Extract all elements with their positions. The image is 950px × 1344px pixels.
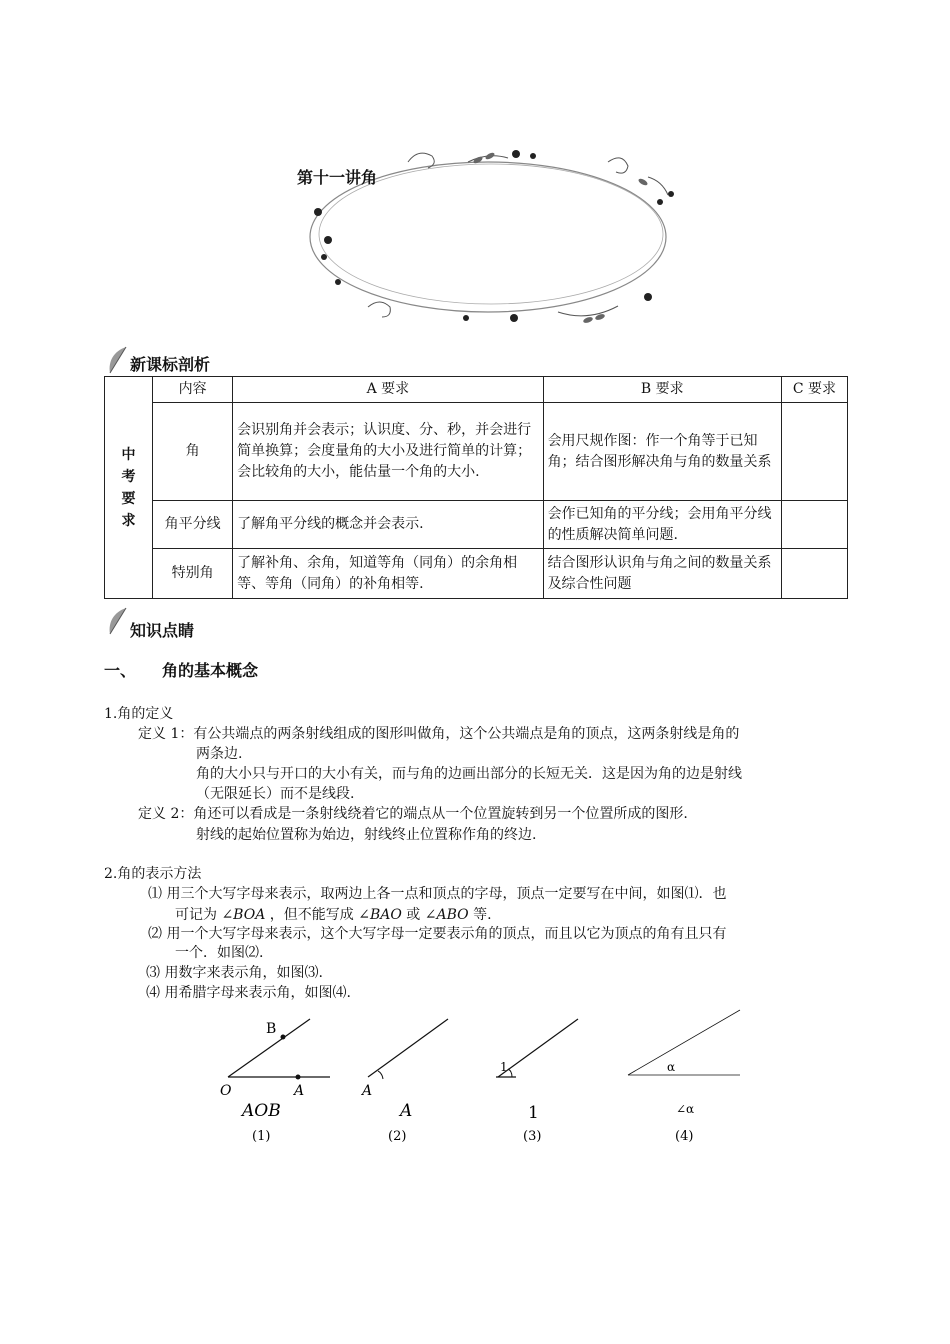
p1-title: 1.角的定义 [104, 706, 174, 722]
row-b: 会用尺规作图：作一个角等于已知角；结合图形解决角与角的数量关系 [543, 403, 781, 501]
row-topic: 角平分线 [153, 501, 233, 549]
header-a: A 要求 [233, 377, 543, 403]
figure-4 [628, 1010, 740, 1144]
feather-icon [104, 606, 130, 636]
angle-abo: ∠ABO [424, 907, 469, 923]
angle-figures [200, 1005, 760, 1155]
row-topic: 特别角 [153, 549, 233, 599]
fig3-caption: (3) [523, 1129, 542, 1144]
row-b: 会作已知角的平分线；会用角平分线的性质解决简单问题. [543, 501, 781, 549]
item1-line2: 可记为 ∠BOA ，但不能写成 ∠BAO 或 ∠ABO 等. [175, 907, 492, 923]
label-one: 1 [500, 1060, 508, 1074]
row-c [781, 549, 847, 599]
p2-title: 2.角的表示方法 [104, 866, 202, 882]
fig4-name: ∠α [676, 1102, 695, 1116]
row-c [781, 403, 847, 501]
label-a: A [362, 1083, 373, 1099]
def1-line3: 角的大小只与开口的大小有关，而与角的边画出部分的长短无关．这是因为角的边是射线 [196, 766, 742, 782]
feather-icon [104, 345, 130, 375]
table-row [105, 549, 848, 599]
angle-boa: ∠BOA [221, 907, 266, 923]
fig2-caption: (2) [388, 1129, 407, 1144]
item4: ⑷ 用希腊字母来表示角，如图⑷. [146, 985, 351, 1001]
table-row [105, 403, 848, 501]
section-heading-curriculum: 新课标剖析 [130, 355, 211, 374]
def2-line1: 定义 2：角还可以看成是一条射线绕着它的端点从一个位置旋转到另一个位置所成的图形. [138, 806, 688, 822]
angle-bao: ∠BAO [358, 907, 402, 923]
row-a: 会识别角并会表示；认识度、分、秒，并会进行简单换算；会度量角的大小及进行简单的计算；会比较角的大小，能估量一个角的大小. [233, 403, 543, 501]
fig2-name: A [400, 1101, 413, 1121]
def1-line4: （无限延长）而不是线段. [196, 786, 355, 802]
fig1-caption: (1) [252, 1129, 271, 1144]
row-a: 了解补角、余角，知道等角（同角）的余角相等、等角（同角）的补角相等. [233, 549, 543, 599]
header-c: C 要求 [781, 377, 847, 403]
def2-line2: 射线的起始位置称为始边，射线终止位置称作角的终边. [196, 827, 537, 843]
label-b: B [266, 1021, 277, 1037]
label-a: A [294, 1083, 305, 1099]
def1-line1: 定义 1：有公共端点的两条射线组成的图形叫做角，这个公共端点是角的顶点，这两条射线是角的 [138, 726, 740, 742]
label-o: O [220, 1083, 232, 1099]
fig3-name: 1 [528, 1103, 539, 1123]
row-a: 了解角平分线的概念并会表示. [233, 501, 543, 549]
requirements-table [104, 376, 848, 599]
table-row [105, 501, 848, 549]
lecture-title: 第十一讲角 [297, 168, 378, 187]
figure-1 [220, 1019, 330, 1144]
heading-number: 一、 [104, 661, 137, 680]
label-alpha: α [667, 1060, 676, 1074]
item1-line1: ⑴ 用三个大写字母来表示，取两边上各一点和顶点的字母，顶点一定要写在中间，如图⑴．也 [148, 886, 727, 902]
figure-3 [496, 1019, 578, 1144]
figure-2 [360, 1019, 448, 1144]
header-content: 内容 [153, 377, 233, 403]
row-c [781, 501, 847, 549]
row-b: 结合图形认识角与角之间的数量关系及综合性问题 [543, 549, 781, 599]
item3: ⑶ 用数字来表示角，如图⑶. [146, 965, 323, 981]
section-heading-knowledge: 知识点睛 [130, 621, 195, 640]
item2-line2: 一个．如图⑵. [175, 945, 264, 961]
table-header-row [105, 377, 848, 403]
fig4-caption: (4) [675, 1129, 694, 1144]
header-b: B 要求 [543, 377, 781, 403]
item2-line1: ⑵ 用一个大写字母来表示，这个大写字母一定要表示角的顶点，而且以它为顶点的角有且只有 [148, 926, 727, 942]
def1-line2: 两条边. [196, 746, 243, 762]
row-topic: 角 [153, 403, 233, 501]
heading-basic-concept: 角的基本概念 [162, 661, 259, 680]
side-label: 中 考 要 求 [105, 377, 153, 599]
fig1-name: AOB [242, 1101, 281, 1121]
